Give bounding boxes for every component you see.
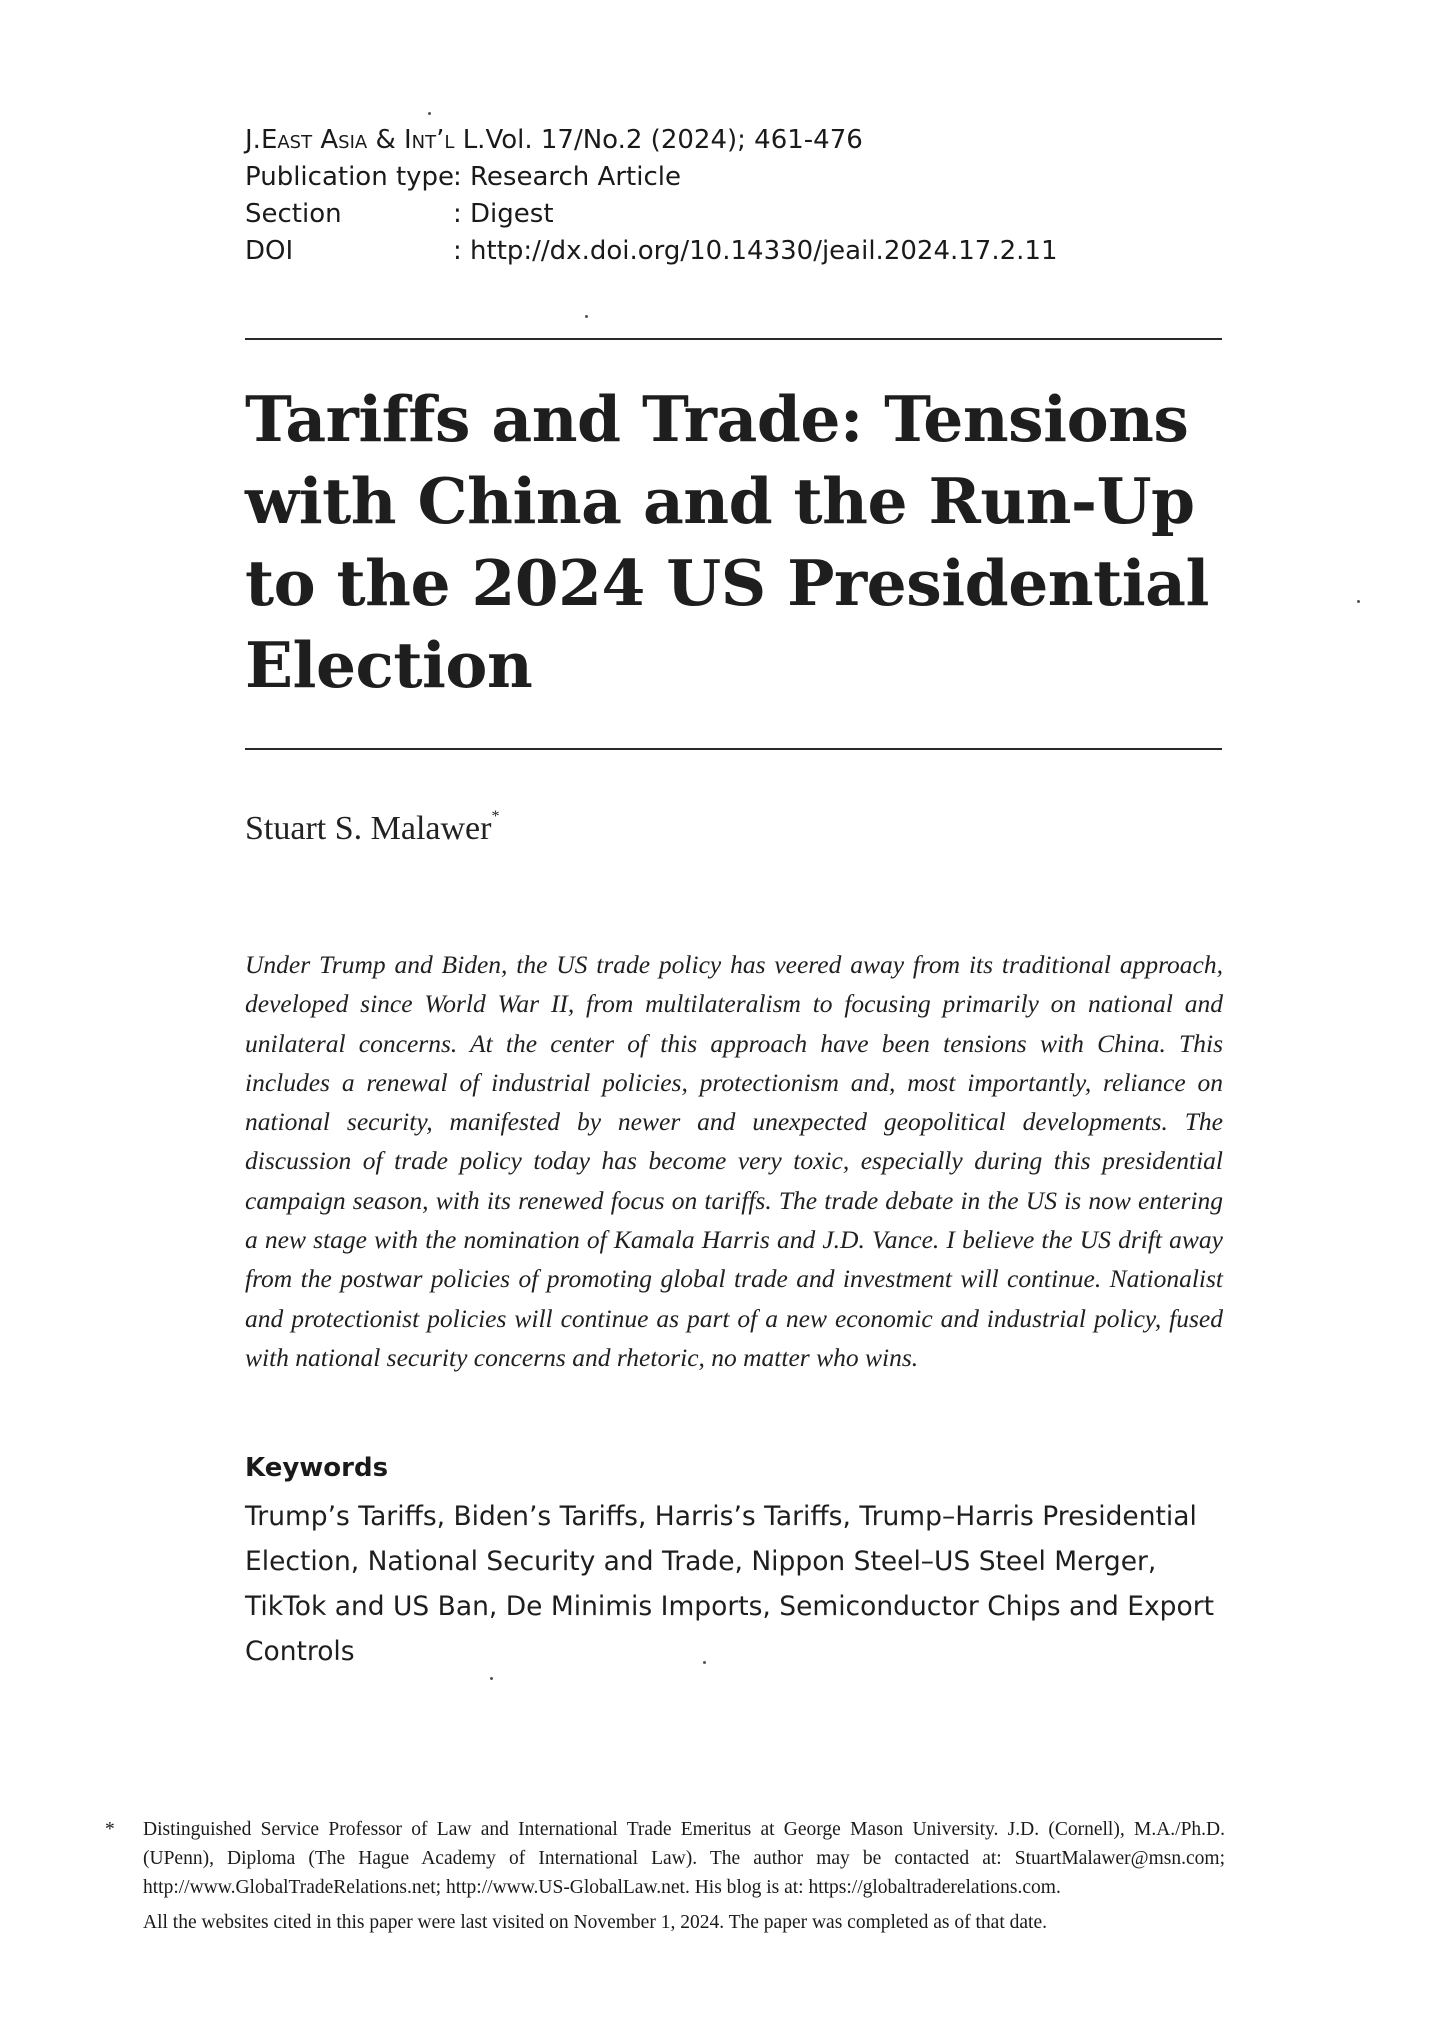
journal-citation bbox=[245, 122, 1058, 159]
meta-row-section bbox=[245, 196, 1058, 233]
scan-speck bbox=[490, 1677, 493, 1680]
doi-link[interactable]: : http://dx.doi.org/10.14330/jeail.2024.17.2.11 bbox=[453, 236, 1058, 266]
title-top-rule bbox=[245, 338, 1222, 340]
scan-speck bbox=[585, 315, 588, 318]
scan-speck bbox=[428, 112, 431, 115]
meta-key: DOI bbox=[245, 236, 294, 266]
author-name: Stuart S. Malawer bbox=[245, 810, 492, 847]
meta-key: Publication type bbox=[245, 162, 455, 192]
scan-speck bbox=[1357, 600, 1360, 603]
footnote-websites-note: All the websites cited in this paper were last visited on November 1, 2024. The paper was completed as of that date. bbox=[143, 1912, 1047, 1933]
meta-key: Section bbox=[245, 199, 342, 229]
scan-speck bbox=[703, 1661, 706, 1664]
title-bottom-rule bbox=[245, 748, 1222, 750]
meta-row-publication-type bbox=[245, 159, 1058, 196]
author-footnote-mark: * bbox=[491, 808, 500, 825]
journal-abbreviation: East Asia & Int’l L. bbox=[260, 125, 486, 155]
author-line bbox=[245, 808, 499, 848]
header-metadata bbox=[245, 122, 1058, 270]
footnote-mark: * bbox=[105, 1819, 115, 1840]
journal-volume-pages: Vol. 17/No.2 (2024); 461-476 bbox=[485, 125, 863, 155]
meta-row-doi bbox=[245, 233, 1058, 270]
keywords-list: Trump’s Tariffs, Biden’s Tariffs, Harris’s Tariffs, Trump–Harris Presidential Election, National Security and Trade, Nippon Steel–US Steel Merger, TikTok and US Ban, De Minimis Imports, Semiconductor Chips and Export Controls bbox=[245, 1501, 1214, 1667]
keywords-heading: Keywords bbox=[245, 1453, 389, 1483]
paper-title: Tariffs and Trade: Tensions with China and the Run-Up to the 2024 US Presidential Election bbox=[245, 382, 1209, 702]
meta-value: : Digest bbox=[453, 199, 554, 229]
journal-citation-prefix: J. bbox=[245, 125, 261, 155]
meta-value: : Research Article bbox=[453, 162, 681, 192]
footnote-text: Distinguished Service Professor of Law and International Trade Emeritus at George Mason University. J.D. (Cornell), M.A./Ph.D. (UPenn), Diploma (The Hague Academy of International Law). The author may be contacted at: StuartMalawer@msn.com; http://www.GlobalTradeRelations.net; http://www.US-GlobalLaw.net. His blog is at: https://globaltraderelations.com. bbox=[143, 1819, 1225, 1898]
author-footnote bbox=[100, 1815, 1225, 1937]
abstract: Under Trump and Biden, the US trade policy has veered away from its traditional approach, developed since World War II, from multilateralism to focusing primarily on national and unilateral concerns. At the center of this approach have been tensions with China. This includes a renewal of industrial policies, protectionism and, most importantly, reliance on national security, manifested by newer and unexpected geopolitical developments. The discussion of trade policy today has become very toxic, especially during this presidential campaign season, with its renewed focus on tariffs. The trade debate in the US is now entering a new stage with the nomination of Kamala Harris and J.D. Vance. I believe the US drift away from the postwar policies of promoting global trade and investment will continue. Nationalist and protectionist policies will continue as part of a new economic and industrial policy, fused with national security concerns and rhetoric, no matter who wins. bbox=[245, 950, 1223, 1372]
